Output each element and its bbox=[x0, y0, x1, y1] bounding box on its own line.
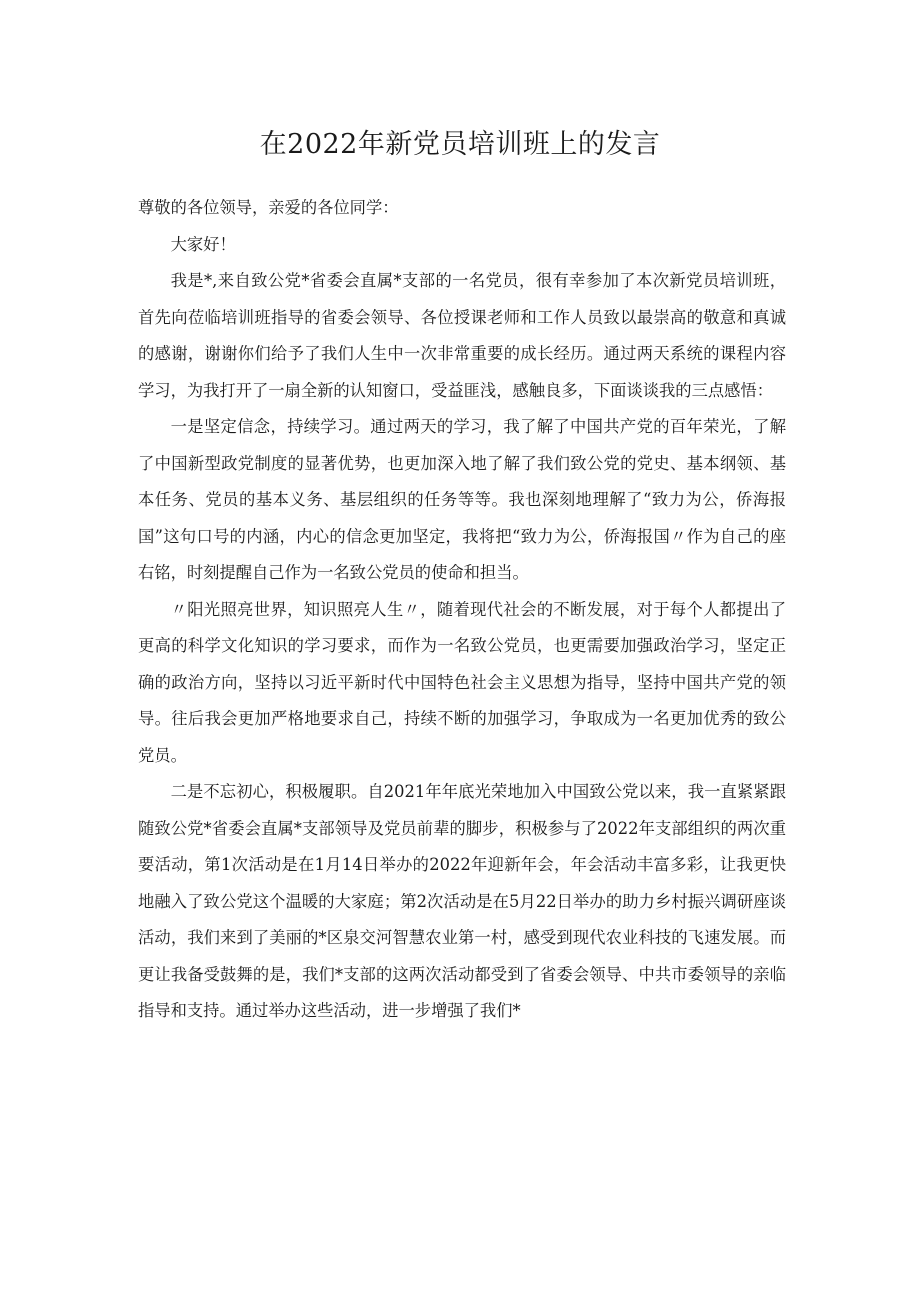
paragraph-greeting: 大家好！ bbox=[170, 234, 236, 254]
document-title: 在2022年新党员培训班上的发言 bbox=[259, 129, 661, 160]
paragraph-point-one-continued: 〃阳光照亮世界，知识照亮人生〃，随着现代社会的不断发展，对于每个人都提出了更高的科学文化知识的学习要求，而作为一名致公党员，也更需要加强政治学习，坚定正确的政治方向，坚持以习近平新时代中国特色社会主义思想为指导，坚持中国共产党的领导。往后我会更加严格地要求自己，持续不断的加强学习，争取成为一名更加优秀的致公党员。 bbox=[138, 599, 786, 765]
paragraph-introduction: 我是*,来自致公党*省委会直属*支部的一名党员，很有幸参加了本次新党员培训班，首先向莅临培训班指导的省委会领导、各位授课老师和工作人员致以最崇高的敬意和真诚的感谢，谢谢你们给予了我们人生中一次非常重要的成长经历。通过两天系统的课程内容学习，为我打开了一扇全新的认知窗口，受益匪浅，感触良多，下面谈谈我的三点感悟： bbox=[138, 271, 786, 400]
document-body bbox=[138, 190, 786, 1030]
salutation: 尊敬的各位领导，亲爱的各位同学： bbox=[138, 198, 399, 217]
paragraph-point-two: 二是不忘初心，积极履职。自2021年年底光荣地加入中国致公党以来，我一直紧紧跟随致公党*省委会直属*支部领导及党员前辈的脚步，积极参与了2022年支部组织的两次重要活动，第1次活动是在1月14日举办的2022年迎新年会，年会活动丰富多彩，让我更快地融入了致公党这个温暖的大家庭；第2次活动是在5月22日举办的助力乡村振兴调研座谈活动，我们来到了美丽的*区泉交河智慧农业第一村，感受到现代农业科技的飞速发展。而更让我备受鼓舞的是，我们*支部的这两次活动都受到了省委会领导、中共市委领导的亲临指导和支持。通过举办这些活动，进一步增强了我们* bbox=[138, 782, 786, 1020]
paragraph-point-one: 一是坚定信念，持续学习。通过两天的学习，我了解了中国共产党的百年荣光，了解了中国新型政党制度的显著优势，也更加深入地了解了我们致公党的党史、基本纲领、基本任务、党员的基本义务、基层组织的任务等等。我也深刻地理解了“致力为公，侨海报国”这句口号的内涵，内心的信念更加坚定，我将把“致力为公，侨海报国〃作为自己的座右铭，时刻提醒自己作为一名致公党员的使命和担当。 bbox=[138, 417, 786, 582]
